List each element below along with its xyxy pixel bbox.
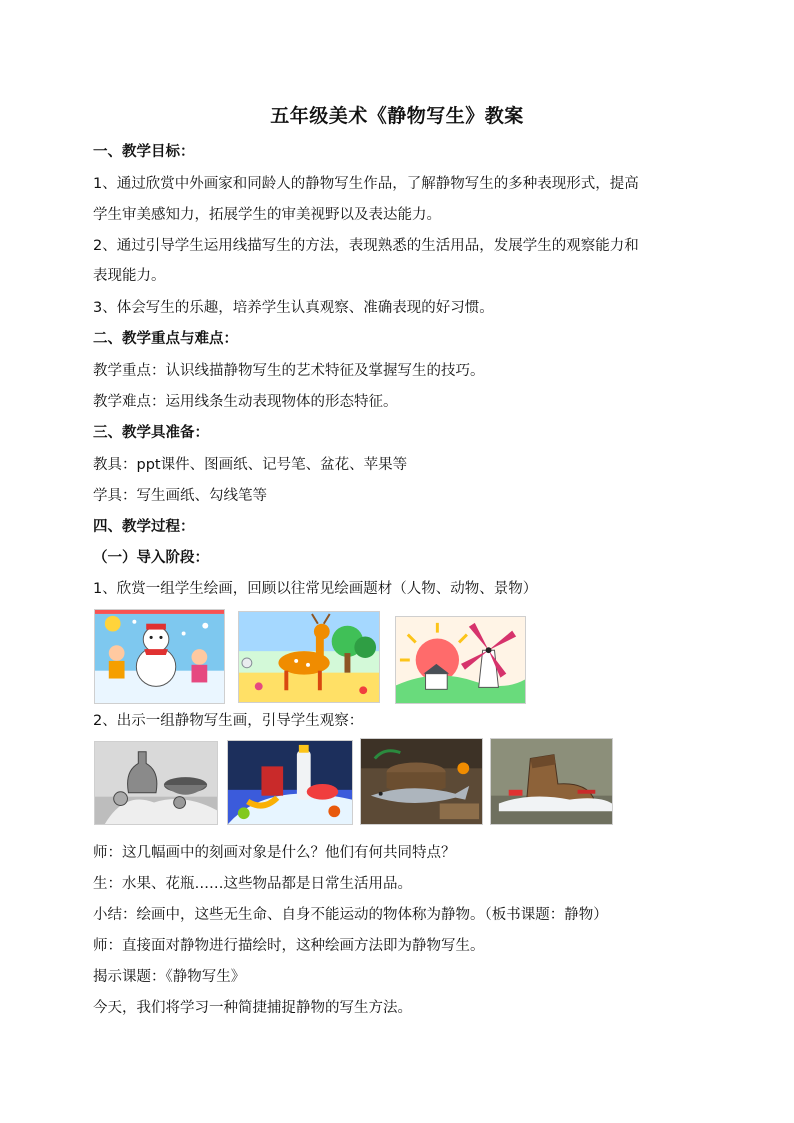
reveal-topic: 揭示课题：《静物写生》 (93, 969, 246, 985)
heading-preparation: 三、教学具准备： (93, 425, 209, 441)
key-point: 教学重点：认识线描静物写生的艺术特征及掌握写生的技巧。 (93, 363, 485, 379)
image-sketch-still-life (94, 741, 218, 825)
summary: 小结：绘画中，这些无生命、自身不能运动的物体称为静物。（板书课题：静物） (93, 907, 608, 923)
difficult-point: 教学难点：运用线条生动表现物体的形态特征。 (93, 394, 398, 410)
student-tools: 学具：写生画纸、勾线笔等 (93, 488, 267, 504)
today-intro: 今天，我们将学习一种简捷捕捉静物的写生方法。 (93, 1000, 412, 1016)
goal-2-line-2: 表现能力。 (93, 268, 166, 284)
image-snowman-drawing (94, 609, 225, 704)
step-1: 1、欣赏一组学生绘画，回顾以往常见绘画题材（人物、动物、景物） (93, 581, 538, 597)
heading-process: 四、教学过程： (93, 519, 195, 535)
image-boot-still-life (490, 738, 613, 825)
image-deer-drawing (238, 611, 380, 703)
goal-1-line-1: 1、通过欣赏中外画家和同龄人的静物写生作品，了解静物写生的多种表现形式，提高 (93, 176, 639, 192)
goal-3: 3、体会写生的乐趣，培养学生认真观察、准确表现的好习惯。 (93, 300, 494, 316)
step-2: 2、出示一组静物写生画，引导学生观察： (93, 713, 364, 729)
goal-1-line-2: 学生审美感知力，拓展学生的审美视野以及表达能力。 (93, 207, 441, 223)
document-title: 五年级美术《静物写生》教案 (270, 105, 524, 127)
image-windmill-drawing (395, 616, 526, 704)
heading-intro: （一）导入阶段： (93, 550, 209, 566)
student-answer: 生：水果、花瓶……这些物品都是日常生活用品。 (93, 876, 412, 892)
goal-2-line-1: 2、通过引导学生运用线描写生的方法，表现熟悉的生活用品，发展学生的观察能力和 (93, 238, 639, 254)
teacher-question: 师：这几幅画中的刻画对象是什么？他们有何共同特点？ (93, 845, 456, 861)
teacher-statement: 师：直接面对静物进行描绘时，这种绘画方法即为静物写生。 (93, 938, 485, 954)
image-fish-still-life (360, 738, 483, 825)
heading-key-points: 二、教学重点与难点： (93, 331, 238, 347)
heading-goals: 一、教学目标： (93, 144, 195, 160)
teacher-tools: 教具：ppt课件、图画纸、记号笔、盆花、苹果等 (93, 457, 408, 473)
image-color-still-life (227, 740, 353, 825)
